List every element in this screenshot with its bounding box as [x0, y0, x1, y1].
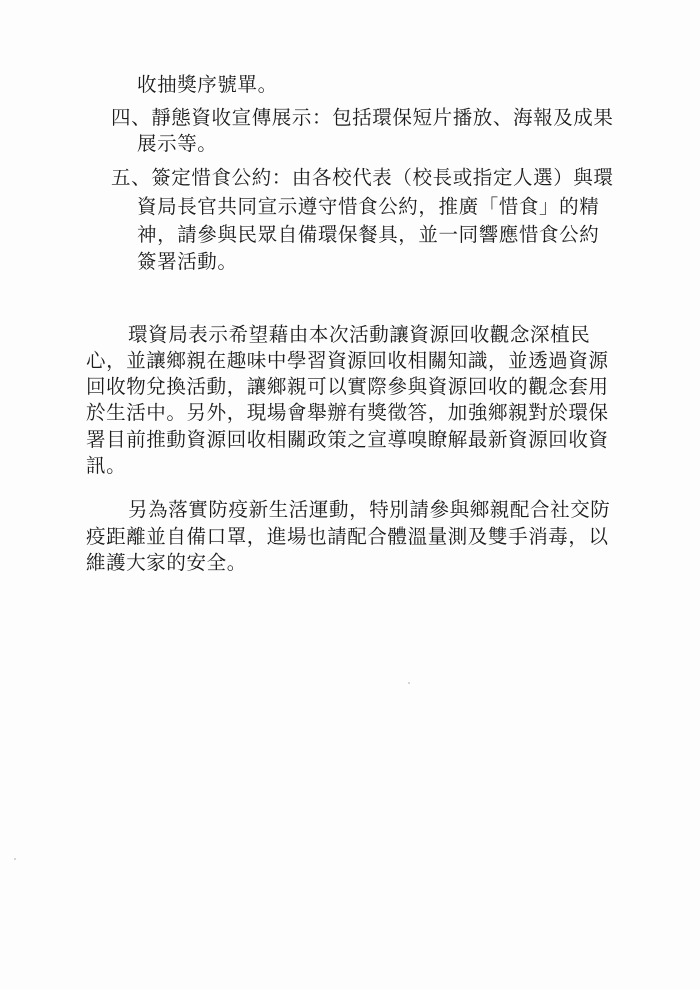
paragraph-2-line-1: 另為落實防疫新生活運動，特別請參與鄉親配合社交防 [128, 498, 611, 521]
paragraph-1-line-1: 環資局表示希望藉由本次活動讓資源回收觀念深植民 [128, 323, 591, 346]
list-item-4-line-2: 展示等。 [137, 132, 218, 155]
paragraph-1-line-3: 回收物兌換活動，讓鄉親可以實際參與資源回收的觀念套用 [86, 375, 609, 398]
list-continuation-line: 收抽獎序號單。 [137, 73, 278, 96]
scan-speck [408, 682, 410, 684]
paragraph-2-line-2: 疫距離並自備口罩，進場也請配合體溫量測及雙手消毒，以 [86, 525, 609, 548]
list-item-5-line-4: 簽署活動。 [137, 250, 238, 273]
list-item-5-line-2: 資局長官共同宣示遵守惜食公約，推廣「惜食」的精 [137, 195, 600, 218]
list-item-5-line-3: 神，請參與民眾自備環保餐具，並一同響應惜食公約 [137, 223, 600, 246]
paragraph-1-line-6: 訊。 [86, 454, 127, 477]
paragraph-1-line-4: 於生活中。另外，現場會舉辦有獎徵答，加強鄉親對於環保 [86, 401, 609, 424]
list-item-5-line-1: 五、簽定惜食公約：由各校代表（校長或指定人選）與環 [111, 166, 614, 189]
paragraph-2-line-3: 維護大家的安全。 [86, 551, 247, 574]
paragraph-1-line-5: 署目前推動資源回收相關政策之宣導嗅瞭解最新資源回收資 [86, 428, 609, 451]
list-item-4-line-1: 四、靜態資收宣傳展示：包括環保短片播放、海報及成果 [111, 106, 614, 129]
paragraph-1-line-2: 心，並讓鄉親在趣味中學習資源回收相關知識，並透過資源 [86, 349, 609, 372]
scan-speck [14, 858, 16, 860]
